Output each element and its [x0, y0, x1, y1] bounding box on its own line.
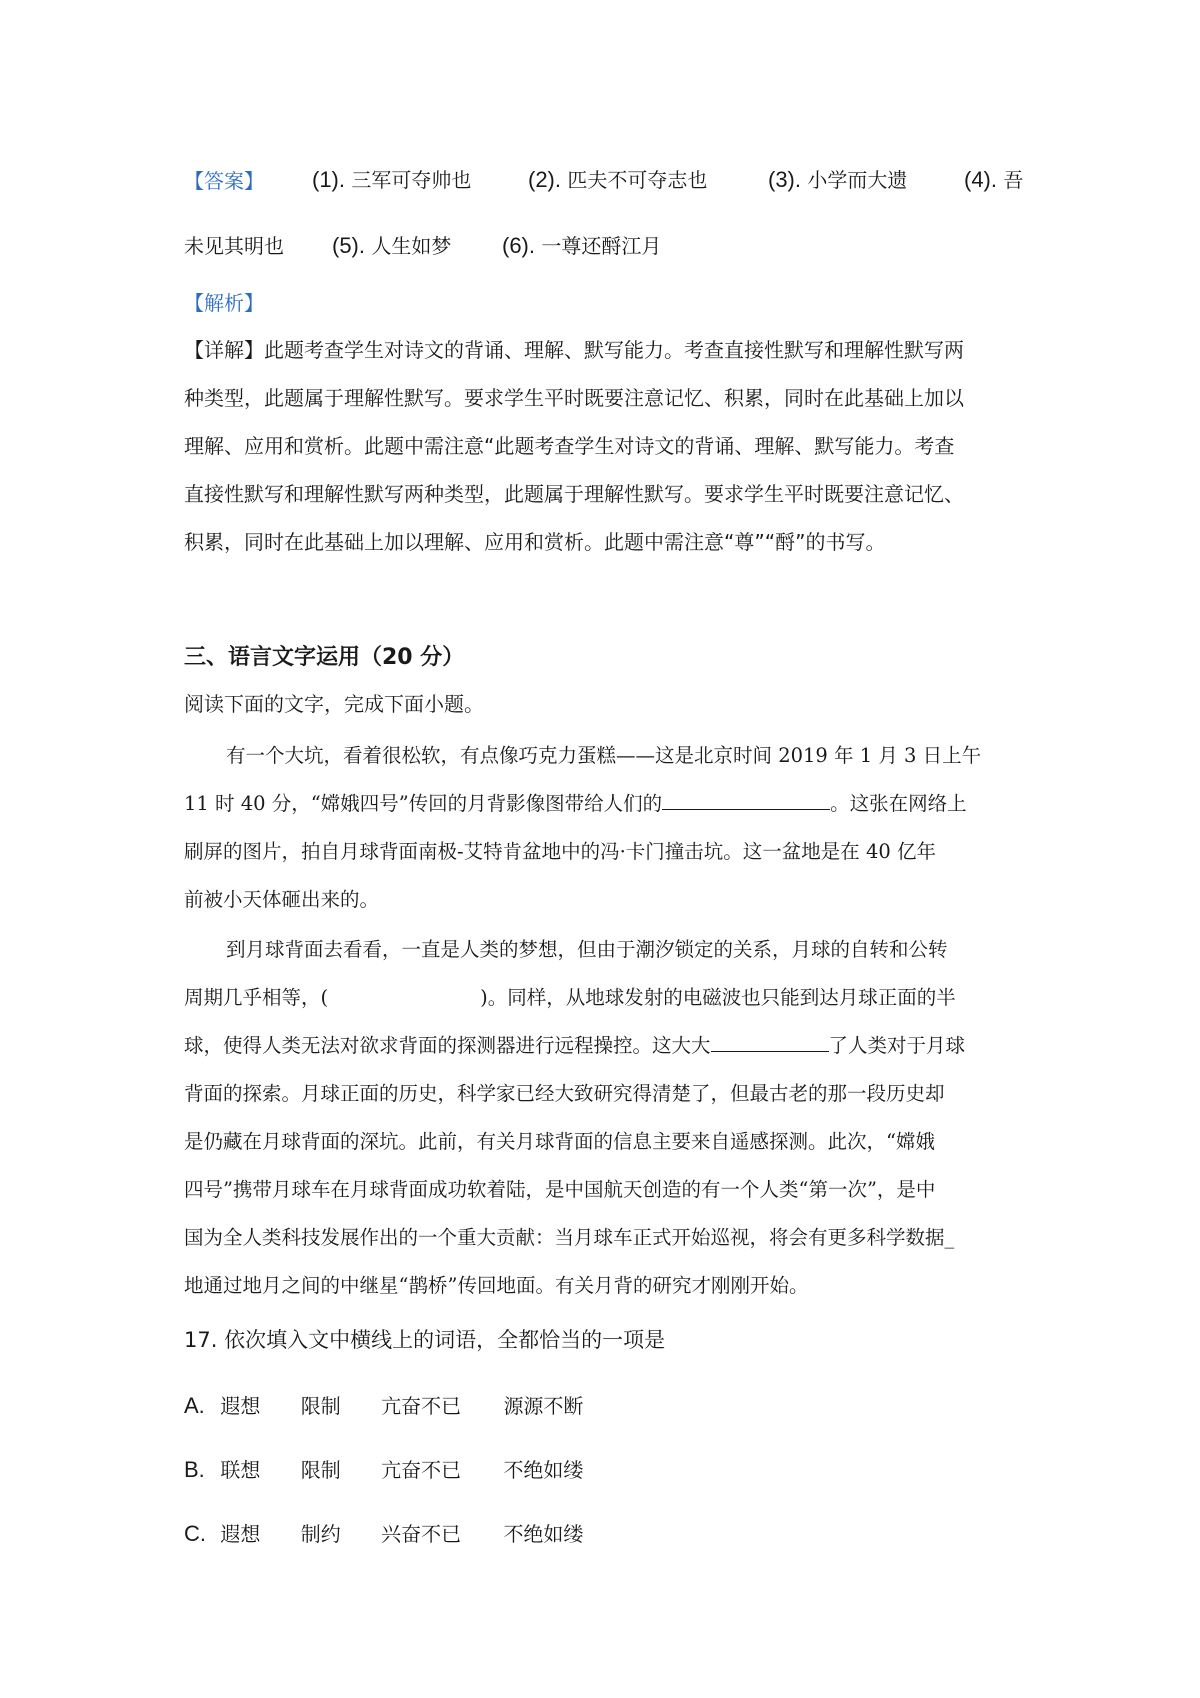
passage-text: 球，使得人类无法对欲求背面的探测器进行远程操控。这大大	[184, 1034, 711, 1057]
passage-p2-line-1: 到月球背面去看看，一直是人类的梦想，但由于潮汐锁定的关系，月球的自转和公转	[226, 938, 948, 961]
section-heading: 三、语言文字运用（20 分）	[184, 645, 465, 670]
passage-text: 11 时 40 分，“嫦娥四号”传回的月背影像图带给人们的	[184, 792, 663, 815]
passage-p2-line-2	[184, 982, 956, 1010]
answer-text: 三军可夺帅也	[351, 168, 472, 192]
passage-p2-line-3	[184, 1030, 965, 1058]
analysis-line-1: 【详解】此题考查学生对诗文的背诵、理解、默写能力。考查直接性默写和理解性默写两	[184, 338, 964, 362]
answer-text: 小学而大遗	[807, 168, 908, 192]
analysis-line-5: 积累，同时在此基础上加以理解、应用和赏析。此题中需注意“尊”“酹”的书写。	[184, 530, 886, 554]
passage-p2-line-6: 四号”携带月球车在月球背面成功软着陆，是中国航天创造的有一个人类“第一次”，是中	[184, 1178, 936, 1201]
option-word: 不绝如缕	[503, 1522, 584, 1546]
option-word: 遐想	[220, 1394, 261, 1418]
option-word: 联想	[220, 1458, 261, 1482]
option-word: 亢奋不已	[381, 1394, 462, 1418]
option-word: 兴奋不已	[381, 1522, 462, 1546]
answer-item-4	[964, 164, 1023, 193]
passage-text: )。同样，从地球发射的电磁波也只能到达月球正面的半	[480, 986, 956, 1009]
option-label: C.	[184, 1521, 206, 1546]
option-word: 限制	[300, 1458, 341, 1482]
analysis-line-4: 直接性默写和理解性默写两种类型，此题属于理解性默写。要求学生平时既要注意记忆、	[184, 482, 964, 506]
passage-text: 周期几乎相等，(	[184, 986, 329, 1009]
answer-item-5	[332, 230, 451, 259]
option-word: 限制	[300, 1394, 341, 1418]
option-word: 亢奋不已	[381, 1458, 462, 1482]
answer-number: (5).	[332, 233, 365, 258]
answer-number: (6).	[502, 233, 535, 258]
option-word: 源源不断	[503, 1394, 584, 1418]
option-a[interactable]	[184, 1390, 583, 1419]
passage-text: 了人类对于月球	[828, 1034, 966, 1057]
passage-p2-line-7: 国为全人类科技发展作出的一个重大贡献：当月球车正式开始巡视，将会有更多科学数据_	[184, 1226, 955, 1249]
answer-number: (2).	[528, 167, 561, 192]
section-instruction: 阅读下面的文字，完成下面小题。	[184, 692, 484, 716]
passage-p1-line-2	[184, 788, 967, 816]
passage-p2-line-8: 地通过地月之间的中继星“鹊桥”传回地面。有关月背的研究才刚刚开始。	[184, 1274, 809, 1297]
option-word: 遐想	[220, 1522, 261, 1546]
option-label: B.	[184, 1457, 205, 1482]
answer-item-6	[502, 230, 661, 259]
fill-blank-1	[662, 789, 830, 810]
answer-number: (1).	[312, 167, 345, 192]
answer-text: 匹夫不可夺志也	[567, 168, 708, 192]
passage-p1-line-1: 有一个大坑，看着很松软，有点像巧克力蛋糕——这是北京时间 2019 年 1 月 3 日上午	[226, 744, 982, 767]
answer-item-2	[528, 164, 707, 193]
answer-item-3	[768, 164, 907, 193]
option-word: 制约	[300, 1522, 341, 1546]
answer-number: (4).	[964, 167, 997, 192]
option-b[interactable]	[184, 1454, 583, 1483]
option-c[interactable]	[184, 1518, 583, 1547]
option-label: A.	[184, 1393, 205, 1418]
answer-number: (3).	[768, 167, 801, 192]
answer-item-1	[312, 164, 471, 193]
passage-p2-line-4: 背面的探索。月球正面的历史，科学家已经大致研究得清楚了，但最古老的那一段历史却	[184, 1082, 945, 1105]
answer-item-4-continued: 未见其明也	[184, 234, 284, 258]
passage-p1-line-3: 刷屏的图片，拍自月球背面南极-艾特肯盆地中的冯·卡门撞击坑。这一盆地是在 40 亿年	[184, 840, 936, 863]
passage-p2-line-5: 是仍藏在月球背面的深坑。此前，有关月球背面的信息主要来自遥感探测。此次，“嫦娥	[184, 1130, 935, 1153]
fill-blank-2	[711, 1031, 829, 1052]
question-stem: 17. 依次填入文中横线上的词语，全都恰当的一项是	[184, 1328, 666, 1352]
answer-text: 一尊还酹江月	[541, 234, 662, 258]
answer-tag: 【答案】	[184, 169, 264, 193]
analysis-line-2: 种类型，此题属于理解性默写。要求学生平时既要注意记忆、积累，同时在此基础上加以	[184, 386, 964, 410]
answer-text: 人生如梦	[371, 234, 452, 258]
analysis-line-3: 理解、应用和赏析。此题中需注意“此题考查学生对诗文的背诵、理解、默写能力。考查	[184, 434, 955, 458]
passage-p1-line-4: 前被小天体砸出来的。	[184, 888, 380, 911]
passage-text: 。这张在网络上	[830, 792, 967, 815]
option-word: 不绝如缕	[503, 1458, 584, 1482]
answer-text: 吾	[1003, 168, 1024, 192]
analysis-tag: 【解析】	[184, 291, 264, 315]
